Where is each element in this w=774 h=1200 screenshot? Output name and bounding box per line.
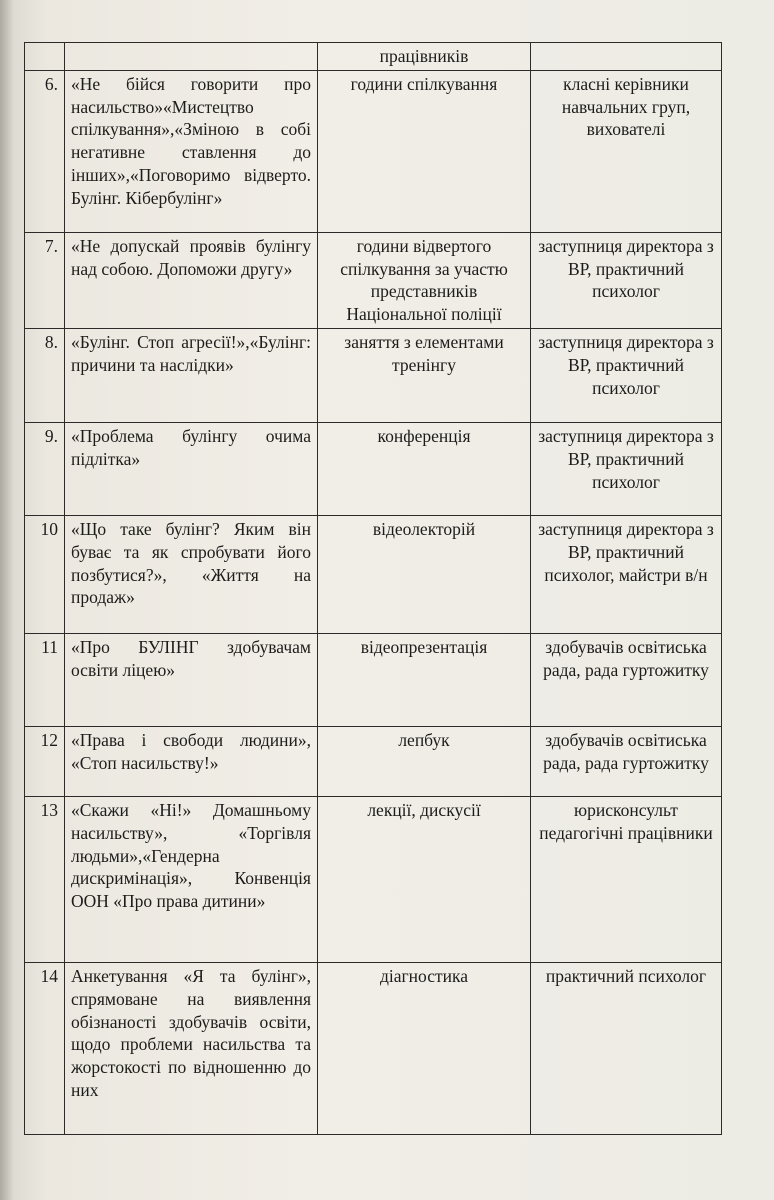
row-topic: «Що таке булінг? Яким він буває та як спробувати його позбутися?», «Життя на продаж» (65, 515, 318, 633)
table-row (25, 796, 722, 962)
row-topic: «Булінг. Стоп агресії!»,«Булінг: причини та наслідки» (65, 328, 318, 422)
row-number: 7. (25, 232, 65, 328)
row-responsible: заступниця директора з ВР, практичний психолог (531, 422, 722, 515)
row-number: 9. (25, 422, 65, 515)
row-number (25, 43, 65, 71)
row-number: 14 (25, 962, 65, 1134)
row-responsible: заступниця директора з ВР, практичний психолог (531, 328, 722, 422)
row-topic: «Про БУЛІНГ здобувачам освіти ліцею» (65, 633, 318, 726)
activities-table (24, 42, 722, 1135)
row-responsible: юрисконсульт педагогічні працівники (531, 796, 722, 962)
row-form: конференція (318, 422, 531, 515)
row-topic: «Не допускай проявів булінгу над собою. Допоможи другу» (65, 232, 318, 328)
row-number: 11 (25, 633, 65, 726)
row-number: 10 (25, 515, 65, 633)
row-responsible: класні керівники навчальних груп, вихователі (531, 70, 722, 232)
row-number: 13 (25, 796, 65, 962)
row-form: години відвертого спілкування за участю представників Національної поліції (318, 232, 531, 328)
table-row (25, 726, 722, 796)
row-responsible: здобувачів освітиська рада, рада гуртожитку (531, 633, 722, 726)
row-form: заняття з елементами тренінгу (318, 328, 531, 422)
table-row (25, 43, 722, 71)
row-topic: «Права і свободи людини», «Стоп насильству!» (65, 726, 318, 796)
row-topic: «Не бійся говорити про насильство»«Мистецтво спілкування»,«Зміною в собі негативне ставлення до інших»,«Поговоримо відверто. Булінг. Кібербулінг» (65, 70, 318, 232)
row-responsible (531, 43, 722, 71)
table-row (25, 515, 722, 633)
row-form: діагностика (318, 962, 531, 1134)
row-form: лепбук (318, 726, 531, 796)
row-topic: «Скажи «Ні!» Домашньому насильству», «Торгівля людьми»,«Гендерна дискримінація», Конвенція ООН «Про права дитини» (65, 796, 318, 962)
row-number: 12 (25, 726, 65, 796)
row-topic (65, 43, 318, 71)
table-row (25, 328, 722, 422)
row-form: працівників (318, 43, 531, 71)
table-row (25, 962, 722, 1134)
table-row (25, 633, 722, 726)
table-row (25, 232, 722, 328)
row-responsible: практичний психолог (531, 962, 722, 1134)
table-row (25, 70, 722, 232)
row-topic: Анкетування «Я та булінг», спрямоване на виявлення обізнаності здобувачів освіти, щодо проблеми насильства та жорстокості по відношенню до них (65, 962, 318, 1134)
row-form: лекції, дискусії (318, 796, 531, 962)
row-form: години спілкування (318, 70, 531, 232)
page-edge-shadow (0, 0, 14, 1200)
row-responsible: здобувачів освітиська рада, рада гуртожитку (531, 726, 722, 796)
row-number: 6. (25, 70, 65, 232)
row-responsible: заступниця директора з ВР, практичний психолог (531, 232, 722, 328)
row-responsible: заступниця директора з ВР, практичний психолог, майстри в/н (531, 515, 722, 633)
row-number: 8. (25, 328, 65, 422)
row-form: відеопрезентація (318, 633, 531, 726)
row-form: відеолекторій (318, 515, 531, 633)
table-row (25, 422, 722, 515)
row-topic: «Проблема булінгу очима підлітка» (65, 422, 318, 515)
